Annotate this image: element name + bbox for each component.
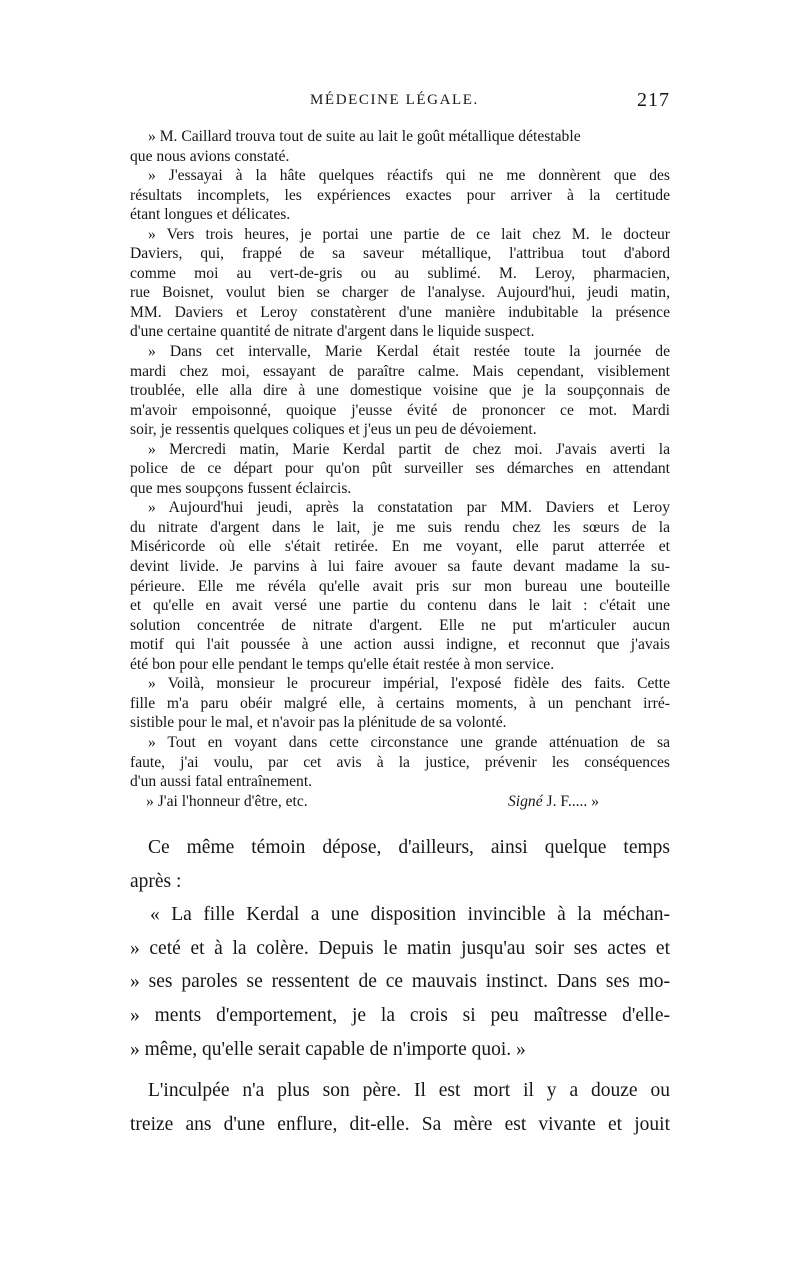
letter-line: résultats incomplets, les expériences exactes pour arriver à la certitude: [130, 186, 670, 204]
body-line: » ments d'emportement, je la crois si peu maîtresse d'elle-: [130, 1004, 670, 1026]
letter-line: que mes soupçons fussent éclaircis.: [130, 479, 352, 497]
letter-line: » Aujourd'hui jeudi, après la constatation par MM. Daviers et Leroy: [148, 499, 670, 517]
signed-name: J. F..... »: [542, 792, 600, 810]
letter-line: troublée, elle alla dire à une domestique voisine que je la soupçonnais de: [130, 382, 670, 400]
body-line: » ceté et à la colère. Depuis le matin jusqu'au soir ses actes et: [130, 937, 670, 959]
letter-line: étant longues et délicates.: [130, 206, 291, 224]
letter-line: » M. Caillard trouva tout de suite au lait le goût métallique détestable: [148, 128, 581, 145]
letter-line: » Vers trois heures, je portai une partie de ce lait chez M. le docteur: [148, 225, 670, 243]
closing-formula: » J'ai l'honneur d'être, etc.: [146, 792, 308, 810]
letter-line: périeure. Elle me révéla qu'elle avait pris sur mon bureau une bouteille: [130, 577, 670, 595]
letter-line: et qu'elle en avait versé une partie du contenu dans le lait : c'était une: [130, 597, 670, 615]
letter-line: d'un aussi fatal entraînement.: [130, 773, 313, 791]
body-line: « La fille Kerdal a une disposition invincible à la méchan-: [150, 904, 670, 926]
running-title: MÉDECINE LÉGALE.: [310, 92, 479, 108]
letter-line: m'avoir empoisonné, quoique j'eusse évité de prononcer ce mot. Mardi: [130, 401, 670, 419]
letter-line: fille m'a paru obéir malgré elle, à certains moments, à un penchant irré-: [130, 694, 670, 712]
letter-line: mardi chez moi, essayant de paraître calme. Mais cependant, visiblement: [130, 362, 670, 380]
letter-line: devint livide. Je parvins à lui faire avouer sa faute devant madame la su-: [130, 558, 670, 576]
letter-line: » Mercredi matin, Marie Kerdal partit de chez moi. J'avais averti la: [148, 440, 670, 458]
letter-line: police de ce départ pour qu'on pût surveiller ses démarches en attendant: [130, 460, 670, 478]
letter-line: soir, je ressentis quelques coliques et j'eus un peu de dévoiement.: [130, 421, 537, 439]
letter-line: du nitrate d'argent dans le lait, je me suis rendu chez les sœurs de la: [130, 518, 670, 536]
body-line: » ses paroles se ressentent de ce mauvais instinct. Dans ses mo-: [130, 971, 670, 993]
body-line: L'inculpée n'a plus son père. Il est mort il y a douze ou: [148, 1080, 670, 1102]
letter-line: solution concentrée de nitrate d'argent. Elle ne put m'articuler aucun: [130, 616, 670, 634]
letter-line: que nous avions constaté.: [130, 147, 290, 165]
letter-line: » J'essayai à la hâte quelques réactifs qui ne me donnèrent que des: [148, 167, 670, 185]
body-line: » même, qu'elle serait capable de n'importe quoi. »: [130, 1038, 526, 1060]
body-line: Ce même témoin dépose, d'ailleurs, ainsi quelque temps: [148, 837, 670, 858]
letter-line: Daviers, qui, frappé de sa saveur métallique, l'attribua tout d'abord: [130, 245, 670, 263]
letter-line: » Tout en voyant dans cette circonstance une grande atténuation de sa: [148, 733, 670, 751]
letter-line: faute, j'ai voulu, par cet avis à la justice, prévenir les conséquences: [130, 753, 670, 771]
signed-word: Signé: [508, 792, 543, 810]
letter-line: été bon pour elle pendant le temps qu'elle était restée à mon service.: [130, 655, 555, 673]
page-header: [130, 89, 670, 116]
letter-line: comme moi au vert-de-gris ou au sublimé. M. Leroy, pharmacien,: [130, 264, 670, 282]
quoted-letter: [130, 127, 670, 811]
letter-line: » Dans cet intervalle, Marie Kerdal était restée toute la journée de: [148, 343, 670, 361]
signature-line: [130, 792, 670, 812]
letter-line: d'une certaine quantité de nitrate d'argent dans le liquide suspect.: [130, 323, 535, 341]
letter-line: rue Boisnet, voulut bien se charger de l'analyse. Aujourd'hui, jeudi matin,: [130, 284, 670, 302]
main-text: [130, 831, 670, 1141]
letter-line: » Voilà, monsieur le procureur impérial, l'exposé fidèle des faits. Cette: [148, 675, 670, 693]
body-line: treize ans d'une enflure, dit-elle. Sa mère est vivante et jouit: [130, 1113, 670, 1135]
letter-line: motif qui l'ait poussée à une action aussi indigne, et reconnut que j'avais: [130, 636, 670, 654]
letter-line: Miséricorde où elle s'était retirée. En me voyant, elle parut atterrée et: [130, 538, 670, 556]
letter-line: sistible pour le mal, et n'avoir pas la plénitude de sa volonté.: [130, 714, 507, 732]
body-line: après :: [130, 870, 182, 892]
signature: [508, 792, 599, 812]
letter-line: MM. Daviers et Leroy constatèrent d'une manière indubitable la présence: [130, 303, 670, 321]
page-number: 217: [637, 89, 670, 111]
